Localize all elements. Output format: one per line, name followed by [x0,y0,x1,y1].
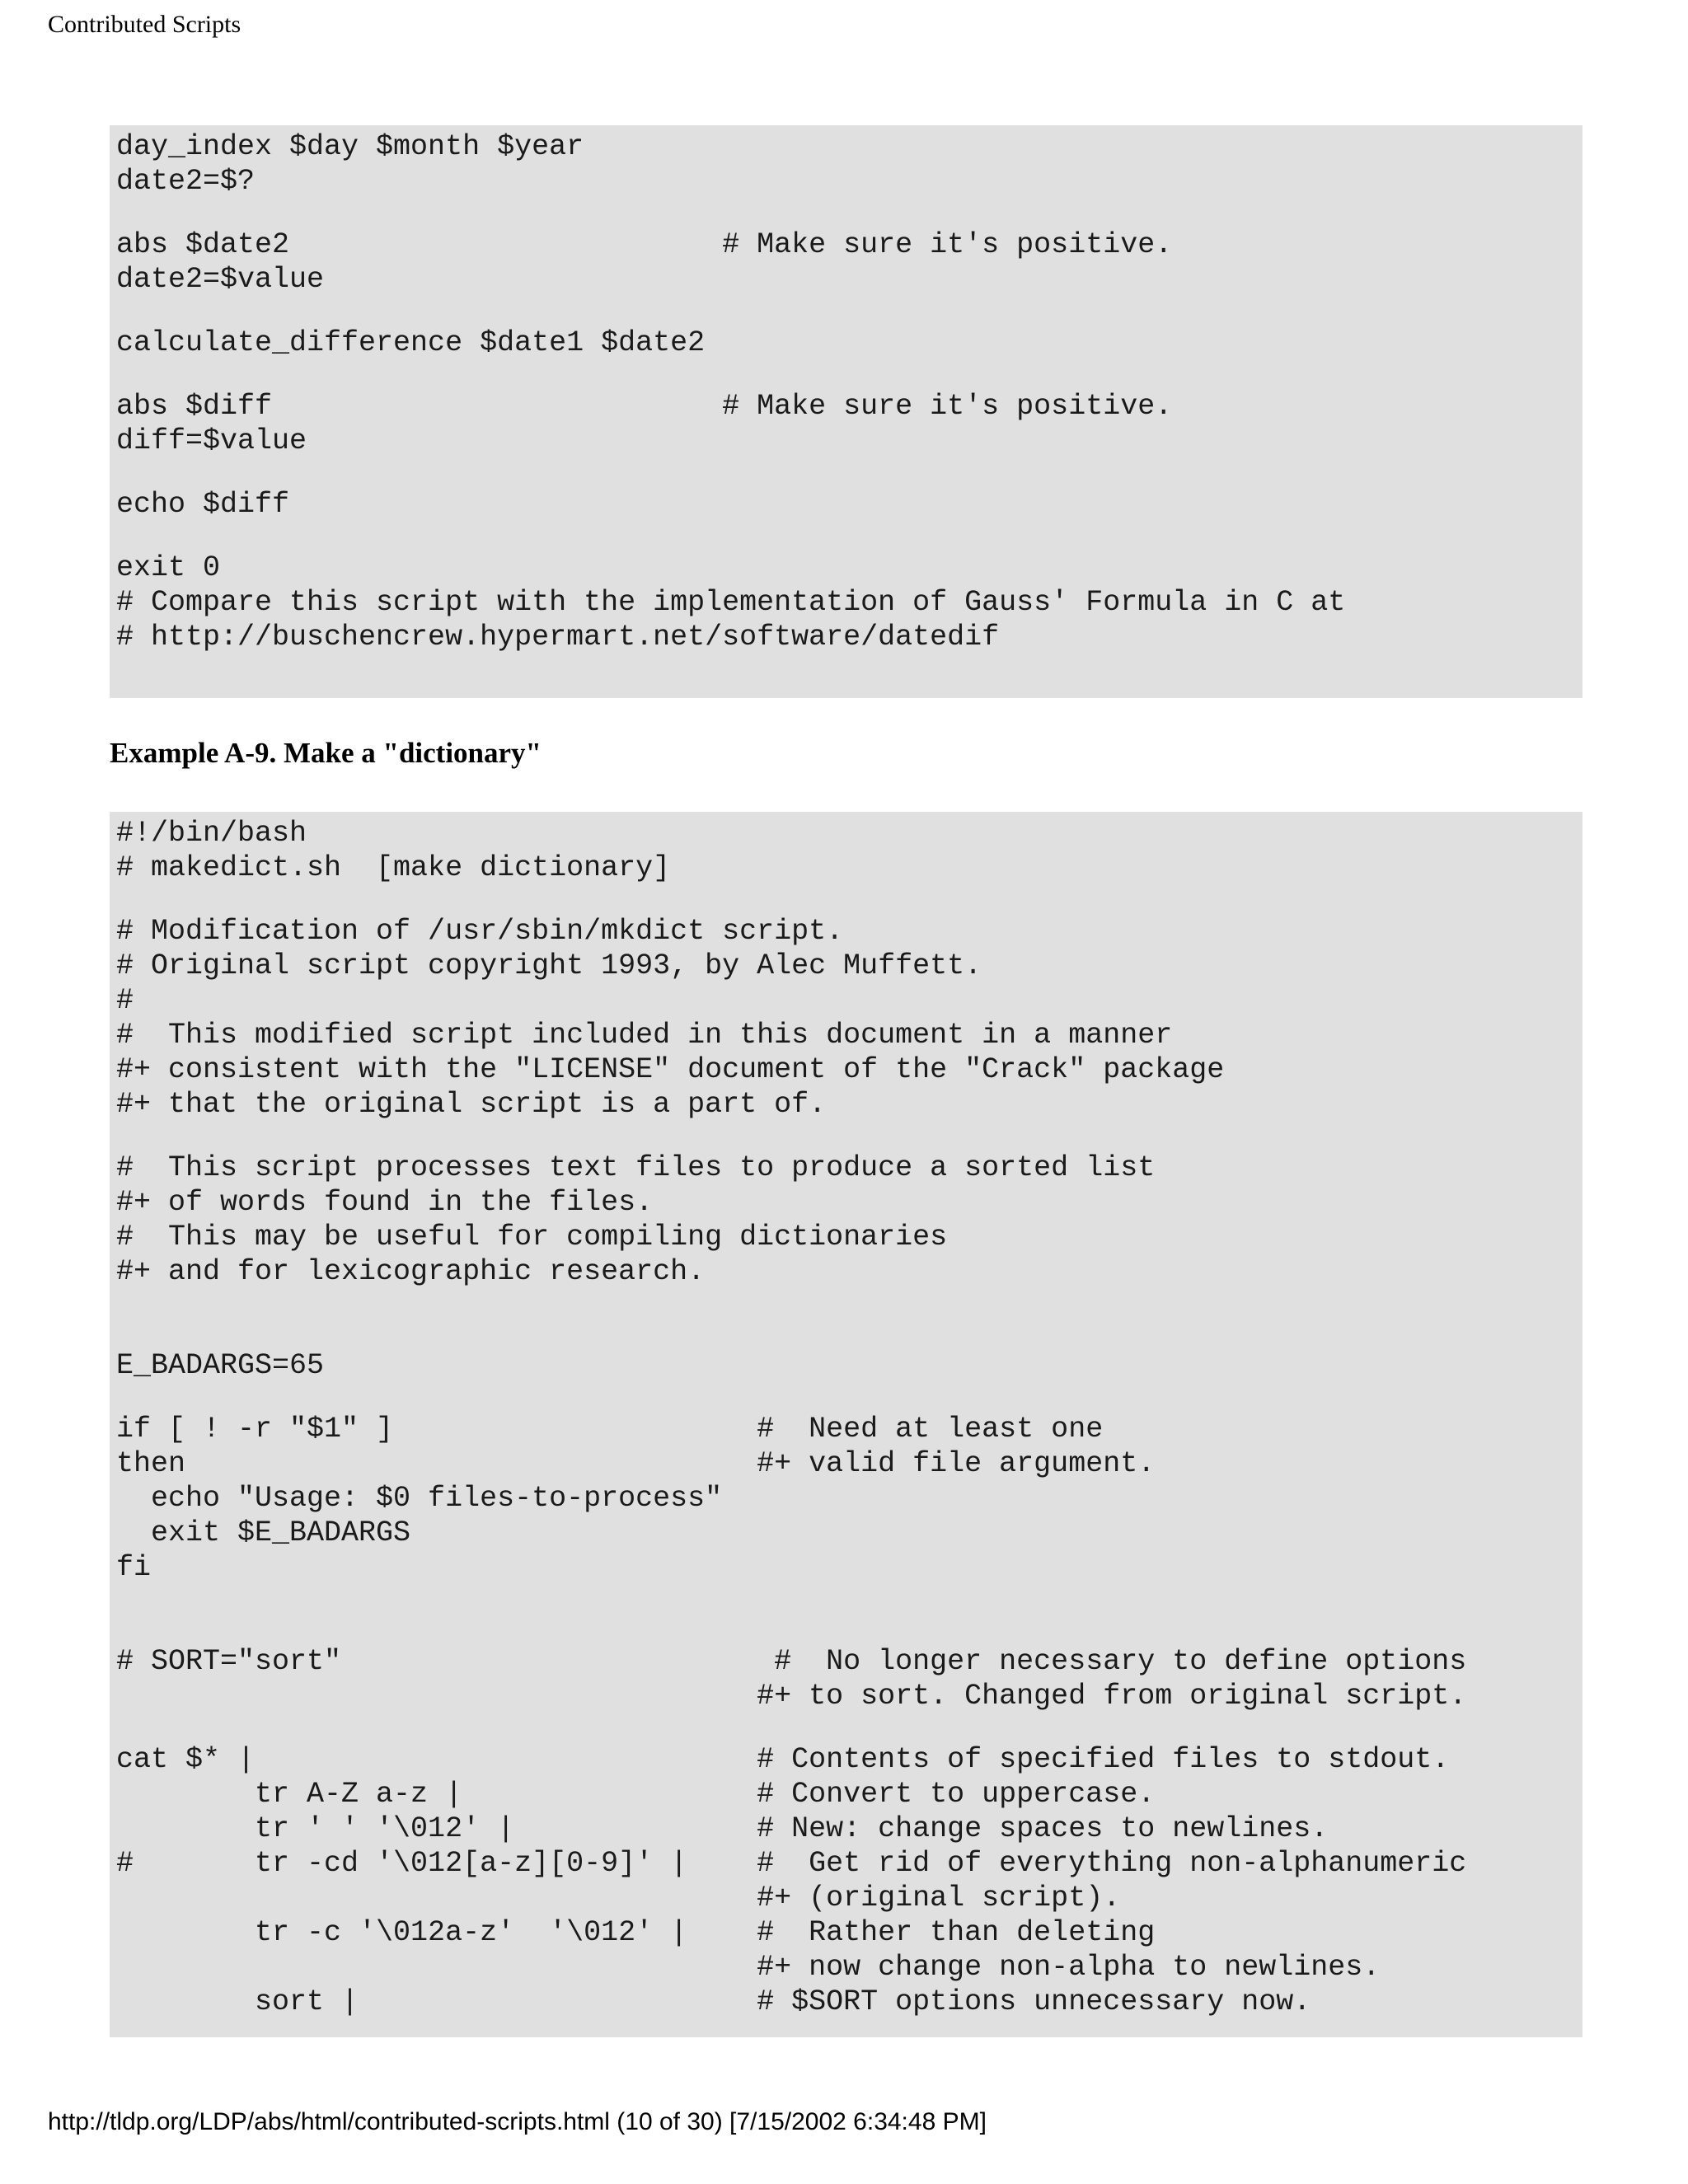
code-line: sort | # $SORT options unnecessary now. [116,1985,1311,2018]
code-line: day_index $day $month $year [116,130,584,163]
code-line: fi [116,1551,152,1584]
code-line: # SORT="sort" # No longer necessary to define options [116,1645,1467,1678]
code-line: calculate_difference $date1 $date2 [116,326,706,359]
code-line: # Original script copyright 1993, by Alec Muffett. [116,949,982,982]
code-line: tr -c '\012a-z' '\012' | # Rather than deleting [116,1916,1156,1949]
code-line: date2=$? [116,165,256,198]
code-line: # Compare this script with the implementation of Gauss' Formula in C at [116,586,1346,619]
code-line: if [ ! -r "$1" ] # Need at least one [116,1413,1104,1446]
code-line: exit 0 [116,551,221,584]
code-line: # [116,984,134,1017]
code-line: # http://buschencrew.hypermart.net/software/datedif [116,621,1000,654]
code-line: #+ consistent with the "LICENSE" document of the "Crack" package [116,1053,1225,1086]
code-line: echo $diff [116,488,290,521]
code-line: # tr -cd '\012[a-z][0-9]' | # Get rid of everything non-alphanumeric [116,1847,1467,1880]
example-title: Example A-9. Make a "dictionary" [110,737,542,769]
code-line: date2=$value [116,263,325,296]
code-line: # This may be useful for compiling dictionaries [116,1221,948,1254]
code-line: then #+ valid file argument. [116,1447,1156,1480]
code-line: cat $* | # Contents of specified files to stdout. [116,1743,1450,1776]
code-line: #+ that the original script is a part of. [116,1088,827,1121]
code-line: #!/bin/bash [116,817,307,850]
code-line: # Modification of /usr/sbin/mkdict script. [116,915,844,948]
code-line: #+ of words found in the files. [116,1186,654,1219]
code-line: tr ' ' '\012' | # New: change spaces to newlines. [116,1812,1329,1845]
code-line: abs $diff # Make sure it's positive. [116,390,1173,423]
code-line: #+ now change non-alpha to newlines. [116,1951,1381,1984]
code-line: #+ and for lexicographic research. [116,1255,706,1288]
code-line: diff=$value [116,424,307,457]
code-line: #+ to sort. Changed from original script. [116,1680,1467,1713]
code-line: echo "Usage: $0 files-to-process" [116,1482,723,1515]
code-block-date-difference [110,125,1582,698]
code-line: tr A-Z a-z | # Convert to uppercase. [116,1778,1156,1811]
code-line: #+ (original script). [116,1882,1121,1915]
page-header: Contributed Scripts [48,11,241,38]
code-line: abs $date2 # Make sure it's positive. [116,228,1173,261]
code-line: exit $E_BADARGS [116,1516,411,1549]
code-line: # This modified script included in this document in a manner [116,1019,1173,1052]
code-line: # makedict.sh [make dictionary] [116,851,671,884]
code-line: # This script processes text files to produce a sorted list [116,1151,1156,1184]
page-footer-url: http://tldp.org/LDP/abs/html/contributed-scripts.html (10 of 30) [7/15/2002 6:34:48 PM] [48,2108,987,2135]
code-block-makedict [110,812,1582,2037]
code-line: E_BADARGS=65 [116,1349,325,1382]
